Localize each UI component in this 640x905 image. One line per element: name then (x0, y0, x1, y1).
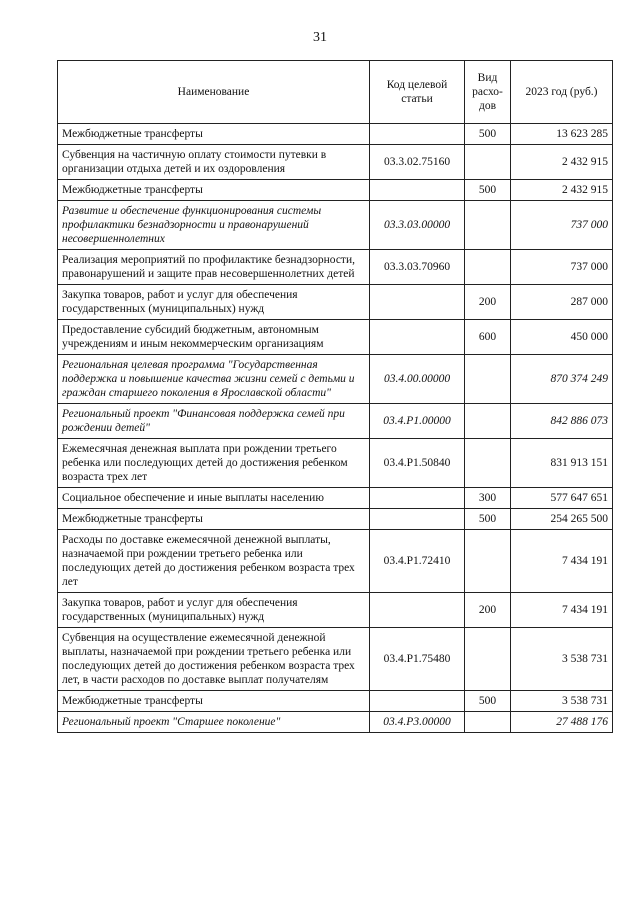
table-row (58, 404, 613, 439)
row-code (370, 593, 465, 628)
row-kind: 500 (465, 691, 511, 712)
row-amount: 577 647 651 (511, 488, 613, 509)
row-name: Региональный проект "Финансовая поддержка семей при рождении детей" (58, 404, 370, 439)
page-number: 31 (313, 30, 327, 45)
table-row (58, 320, 613, 355)
row-kind: 300 (465, 488, 511, 509)
row-code (370, 320, 465, 355)
header-row (58, 61, 613, 124)
header-kind: Вид расхо-дов (465, 61, 511, 124)
row-name: Региональный проект "Старшее поколение" (58, 712, 370, 733)
row-amount: 3 538 731 (511, 691, 613, 712)
row-name: Социальное обеспечение и иные выплаты населению (58, 488, 370, 509)
row-name: Межбюджетные трансферты (58, 180, 370, 201)
row-name: Межбюджетные трансферты (58, 124, 370, 145)
table-row (58, 355, 613, 404)
row-amount: 7 434 191 (511, 593, 613, 628)
table-row (58, 201, 613, 250)
row-kind: 500 (465, 509, 511, 530)
row-name: Расходы по доставке ежемесячной денежной выплаты, назначаемой при рождении третьего ребенка или последующих детей до достижения ребенком возраста трех лет (58, 530, 370, 593)
row-name: Межбюджетные трансферты (58, 509, 370, 530)
row-kind (465, 250, 511, 285)
row-code (370, 124, 465, 145)
row-code (370, 691, 465, 712)
row-amount: 2 432 915 (511, 180, 613, 201)
row-code: 03.3.02.75160 (370, 145, 465, 180)
table-row (58, 488, 613, 509)
table-row (58, 285, 613, 320)
row-kind (465, 145, 511, 180)
row-code (370, 509, 465, 530)
table-row (58, 712, 613, 733)
table-row (58, 593, 613, 628)
row-kind (465, 355, 511, 404)
header-code: Код целевой статьи (370, 61, 465, 124)
row-name: Развитие и обеспечение функционирования системы профилактики безнадзорности и правонарушений несовершеннолетних (58, 201, 370, 250)
row-code: 03.3.03.00000 (370, 201, 465, 250)
row-name: Предоставление субсидий бюджетным, автономным учреждениям и иным некоммерческим организациям (58, 320, 370, 355)
row-name: Закупка товаров, работ и услуг для обеспечения государственных (муниципальных) нужд (58, 285, 370, 320)
row-name: Межбюджетные трансферты (58, 691, 370, 712)
row-kind: 600 (465, 320, 511, 355)
row-amount: 2 432 915 (511, 145, 613, 180)
row-code: 03.4.Р1.75480 (370, 628, 465, 691)
row-amount: 842 886 073 (511, 404, 613, 439)
row-code: 03.4.Р1.00000 (370, 404, 465, 439)
row-code: 03.4.Р3.00000 (370, 712, 465, 733)
row-amount: 831 913 151 (511, 439, 613, 488)
row-kind (465, 404, 511, 439)
row-amount: 3 538 731 (511, 628, 613, 691)
row-code (370, 285, 465, 320)
row-amount: 737 000 (511, 201, 613, 250)
header-year: 2023 год (руб.) (511, 61, 613, 124)
table-row (58, 124, 613, 145)
table-row (58, 180, 613, 201)
row-amount: 737 000 (511, 250, 613, 285)
table-row (58, 250, 613, 285)
row-name: Субвенция на частичную оплату стоимости путевки в организации отдыха детей и их оздоровления (58, 145, 370, 180)
row-name: Ежемесячная денежная выплата при рождении третьего ребенка или последующих детей до достижения ребенком возраста трех лет (58, 439, 370, 488)
row-amount: 254 265 500 (511, 509, 613, 530)
table-row (58, 439, 613, 488)
table-row (58, 530, 613, 593)
table-row (58, 628, 613, 691)
row-amount: 13 623 285 (511, 124, 613, 145)
row-amount: 450 000 (511, 320, 613, 355)
row-code: 03.4.Р1.50840 (370, 439, 465, 488)
row-amount: 870 374 249 (511, 355, 613, 404)
row-kind (465, 439, 511, 488)
row-name: Субвенция на осуществление ежемесячной денежной выплаты, назначаемой при рождении третьего ребенка или последующих детей до достижения ребенком возраста трех лет, в части расходов по доставке выплат получателям (58, 628, 370, 691)
table-header (58, 61, 613, 124)
table-row (58, 509, 613, 530)
row-kind (465, 201, 511, 250)
row-kind: 200 (465, 593, 511, 628)
row-code (370, 180, 465, 201)
row-amount: 287 000 (511, 285, 613, 320)
table-body (58, 124, 613, 733)
row-amount: 27 488 176 (511, 712, 613, 733)
table-row (58, 691, 613, 712)
row-code (370, 488, 465, 509)
budget-table (57, 60, 613, 733)
row-kind: 200 (465, 285, 511, 320)
table-row (58, 145, 613, 180)
row-code: 03.4.00.00000 (370, 355, 465, 404)
row-name: Региональная целевая программа "Государственная поддержка и повышение качества жизни семей с детьми и граждан старшего поколения в Ярославской области" (58, 355, 370, 404)
row-kind: 500 (465, 180, 511, 201)
row-name: Закупка товаров, работ и услуг для обеспечения государственных (муниципальных) нужд (58, 593, 370, 628)
row-kind (465, 628, 511, 691)
header-name: Наименование (58, 61, 370, 124)
row-kind (465, 712, 511, 733)
row-kind (465, 530, 511, 593)
row-amount: 7 434 191 (511, 530, 613, 593)
row-name: Реализация мероприятий по профилактике безнадзорности, правонарушений и защите прав несовершеннолетних детей (58, 250, 370, 285)
row-code: 03.4.Р1.72410 (370, 530, 465, 593)
row-kind: 500 (465, 124, 511, 145)
row-code: 03.3.03.70960 (370, 250, 465, 285)
